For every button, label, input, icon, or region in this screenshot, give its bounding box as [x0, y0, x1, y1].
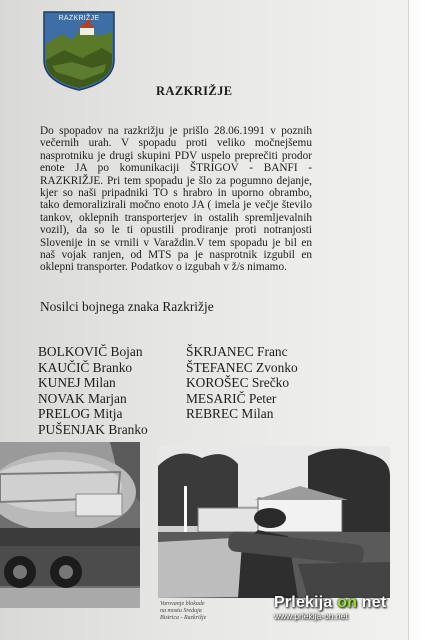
- name-entry: ŠKRJANEC Franc: [186, 344, 288, 359]
- name-entry: ŠTEFANEC Zvonko: [186, 359, 298, 375]
- name-entry: KUNEJ Milan: [38, 375, 116, 391]
- name-entry: PRELOG Mitja: [38, 406, 123, 422]
- section-subtitle: Nosilci bojnega znaka Razkrižje: [40, 299, 214, 314]
- panel-edge: [408, 0, 425, 640]
- caption-line: Bistrica - Razkrižje: [160, 615, 207, 621]
- watermark-brand-prefix: Prlekija: [274, 594, 333, 611]
- watermark-brand-on: on: [337, 594, 358, 611]
- name-entry: KAUČIČ Branko: [38, 359, 133, 375]
- coat-of-arms: [42, 10, 116, 92]
- name-entry: PUŠENJAK Branko: [38, 421, 148, 437]
- crest-label: RAZKRIŽJE: [58, 15, 100, 22]
- name-entry: NOVAK Marjan: [38, 390, 127, 406]
- watermark-brand-suffix: net: [361, 594, 387, 611]
- name-entry: BOLKOVIČ Bojan: [38, 344, 143, 359]
- name-entry: REBREC Milan: [186, 406, 274, 422]
- photo-bridge-blockade: [158, 446, 390, 598]
- watermark: [274, 594, 386, 621]
- photo-truck-blockade: [0, 442, 140, 608]
- name-entry: MESARIČ Peter: [186, 390, 277, 406]
- page-title: RAZKRIŽJE: [156, 84, 233, 98]
- history-paragraph: Do spopadov na razkrižju je prišlo 28.06.1991 v poznih večernih urah. V spopadu proti veliko močnejšemu nasprotniku je drugi skupini PDV uspelo preprečiti prodor enote JA po komunikaciji ŠTRIGOV - BANFI - RAZKRIŽJE. Pri tem spopadu je šlo za pogumno dejanje, kjer so naši pripadniki TO s hrabro in uporno obrambo, tako demoralizirali močno enoto JA ( imela je večje število tankov, oklepnih transporterjev in ostalih spremljevalnih vozil), da so le ti opustili prodiranje proti notranjosti Slovenije in se vrnili v Varaždin.V tem spopadu je bil en naš vojak ranjen, od MTS pa je nasprotnik izgubil en oklepni transporter. Podatkov o izgubah v ž/s nimamo.: [40, 125, 312, 274]
- name-entry: KOROŠEC Srečko: [186, 375, 290, 391]
- names-list-right: [186, 344, 298, 422]
- names-list-left: [38, 344, 148, 438]
- watermark-url: www.prlekija-on.net: [274, 611, 348, 621]
- photo-caption: [160, 601, 206, 622]
- watermark-brand: [274, 594, 386, 612]
- caption-line: na mostu Sredaja: [160, 608, 202, 614]
- caption-line: Varovanje blokade: [160, 601, 205, 607]
